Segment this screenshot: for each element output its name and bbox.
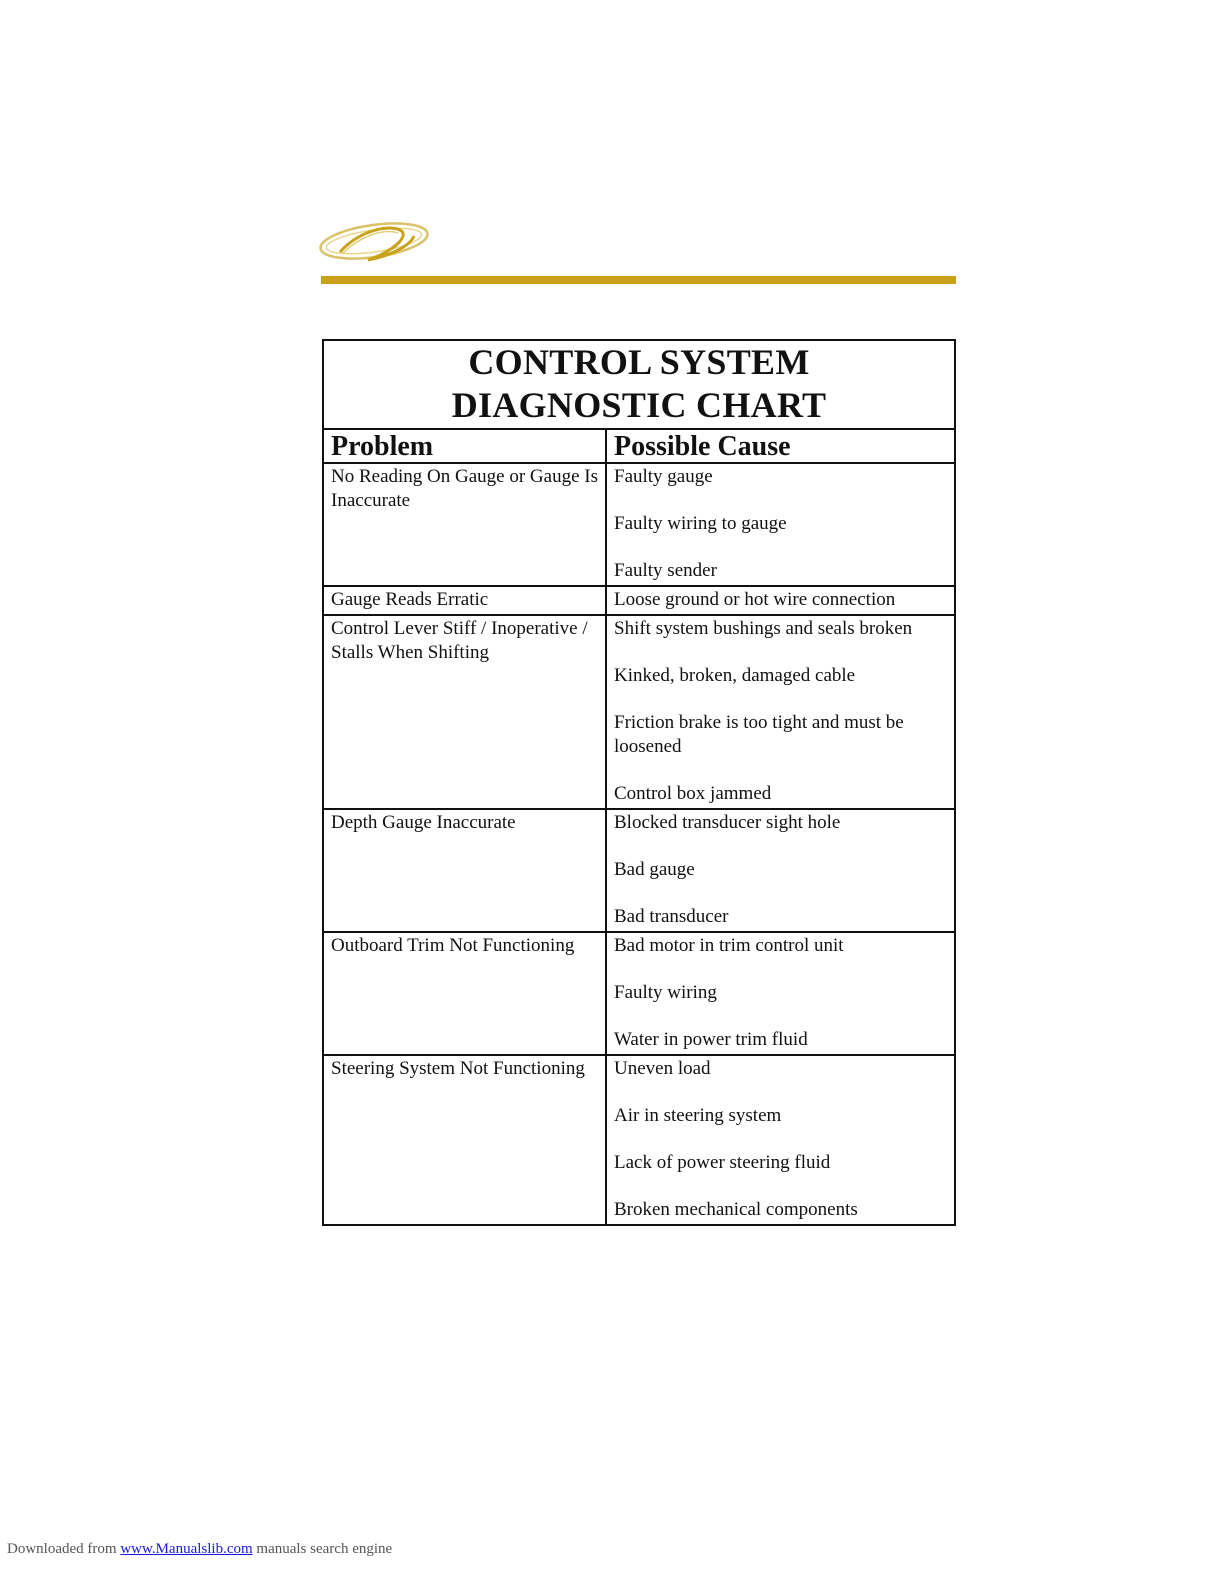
footer-prefix: Downloaded from [7,1541,117,1557]
table-row [324,933,954,1056]
cause-item: Bad motor in trim control unit [614,935,844,956]
cause-cell [607,587,954,614]
cause-item: Control box jammed [614,783,772,804]
cause-item: Lack of power steering fluid [614,1152,831,1173]
chart-title [324,341,954,430]
cause-item: Uneven load [614,1058,711,1079]
chart-title-line-1: CONTROL SYSTEM [468,342,810,382]
brand-swoosh-logo-icon [318,216,432,268]
cause-item: Shift system bushings and seals broken [614,618,913,639]
cause-item: Faulty wiring [614,982,717,1003]
cause-item: Faulty sender [614,560,717,581]
download-footer [7,1541,392,1558]
cause-item: Air in steering system [614,1105,782,1126]
problem-cell: No Reading On Gauge or Gauge Is Inaccurate [324,464,607,585]
cause-item: Faulty gauge [614,466,713,487]
table-header-row [324,430,954,464]
diagnostic-chart [322,339,956,1226]
cause-item: Bad transducer [614,906,729,927]
footer-suffix: manuals search engine [256,1541,393,1557]
column-header-cause: Possible Cause [614,431,791,462]
cause-item: Loose ground or hot wire connection [614,589,896,610]
cause-item: Bad gauge [614,859,695,880]
cause-cell [607,464,954,585]
cause-item: Kinked, broken, damaged cable [614,665,856,686]
problem-cell: Control Lever Stiff / Inoperative / Stalls When Shifting [324,616,607,808]
table-row [324,1056,954,1224]
cause-cell [607,616,954,808]
header-accent-rule [321,276,956,284]
cause-cell [607,1056,954,1224]
cause-item: Broken mechanical components [614,1199,858,1220]
table-row [324,464,954,587]
chart-title-line-2: DIAGNOSTIC CHART [451,385,827,425]
cause-item: Friction brake is too tight and must be loosened [614,712,904,757]
cause-item: Faulty wiring to gauge [614,513,787,534]
problem-cell: Depth Gauge Inaccurate [324,810,607,931]
manualslib-link[interactable]: www.Manualslib.com [120,1541,253,1557]
cause-item: Blocked transducer sight hole [614,812,841,833]
table-row [324,587,954,616]
table-row [324,616,954,810]
column-header-problem: Problem [324,430,607,462]
problem-cell: Outboard Trim Not Functioning [324,933,607,1054]
problem-cell: Steering System Not Functioning [324,1056,607,1224]
cause-cell [607,933,954,1054]
cause-cell [607,810,954,931]
table-row [324,810,954,933]
problem-cell: Gauge Reads Erratic [324,587,607,614]
cause-item: Water in power trim fluid [614,1029,808,1050]
